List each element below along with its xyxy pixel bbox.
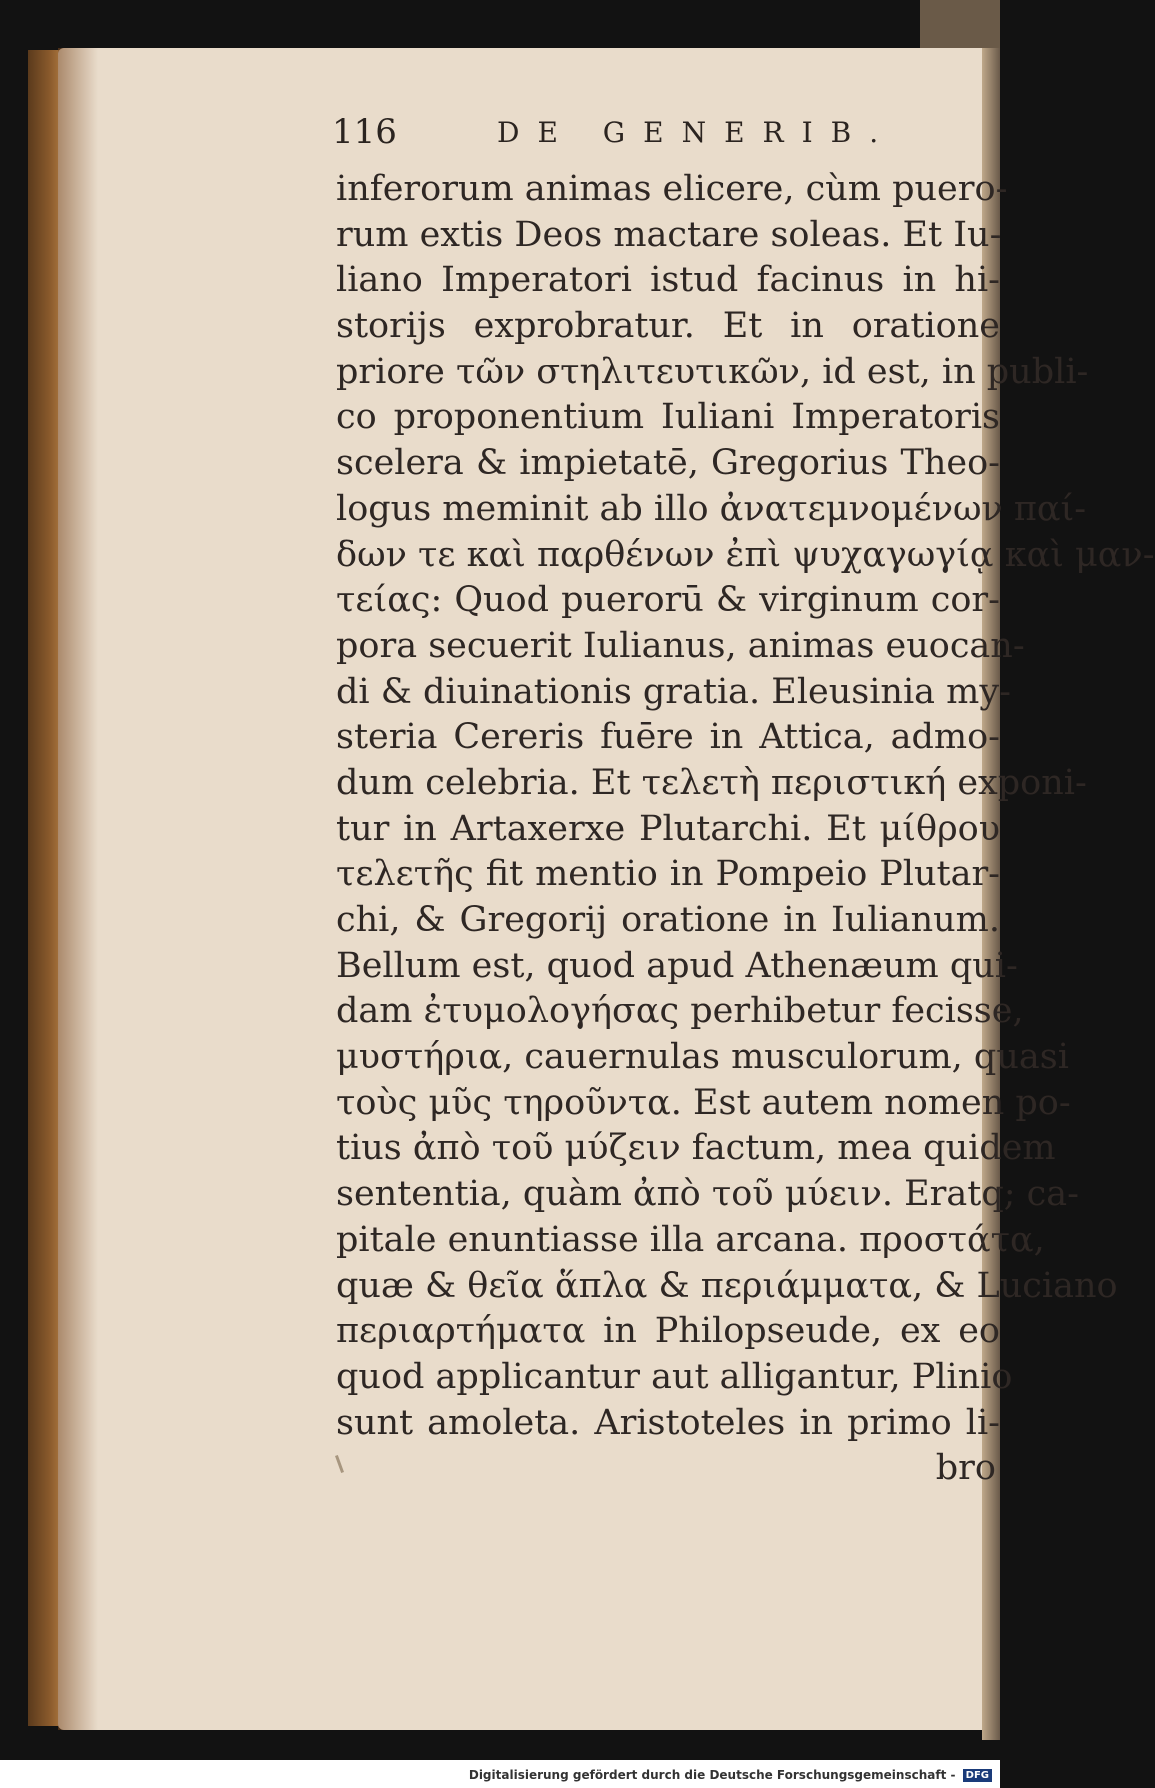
text-line: sunt amoleta. Aristoteles in primo li-: [336, 1402, 1000, 1443]
text-line: pitale enuntiasse illa arcana. προστάτα,: [336, 1219, 1045, 1260]
text-line: logus meminit ab illo ἀνατεμνομένων παί-: [336, 488, 1087, 529]
body-text: [336, 167, 1155, 1492]
page-corner: [920, 0, 1000, 48]
text-line: τείας: Quod puerorū & virginum cor-: [336, 580, 1000, 621]
text-line: liano Imperatori istud facinus in hi-: [336, 260, 1000, 301]
text-line: quæ & θεῖα ἅπλα & περιάμματα, & Luciano: [336, 1265, 1118, 1306]
credit-text: Digitalisierung gefördert durch die Deutsche Forschungsgemeinschaft -: [468, 1768, 956, 1782]
text-line: sententia, quàm ἀπὸ τοῦ μύειν. Eratq; ca-: [336, 1174, 1079, 1215]
text-line: μυστήρια, cauernulas musculorum, quasi: [336, 1037, 1069, 1078]
text-line-catchword: bro: [935, 1448, 996, 1489]
text-line: di & diuinationis gratia. Eleusinia my-: [336, 671, 1011, 712]
text-line: inferorum animas elicere, cùm puero-: [336, 169, 1008, 209]
text-line: chi, & Gregorij oratione in Iulianum.: [336, 900, 1000, 940]
text-line: δων τε καὶ παρθένων ἐπὶ ψυχαγωγίᾳ καὶ μαν-: [336, 534, 1155, 575]
text-line: dum celebria. Et τελετὴ περιστική exponi-: [336, 762, 1087, 803]
digitization-credit: [469, 1768, 992, 1782]
text-line: περιαρτήματα in Philopseude, ex eo: [336, 1311, 1000, 1352]
text-line: storijs exprobratur. Et in oratione: [336, 306, 1000, 347]
running-head: DE GENERIB.: [497, 116, 897, 149]
page-number: 116: [332, 112, 397, 152]
footer-band: [0, 1760, 1000, 1788]
text-line: τοὺς μῦς τηροῦντα. Est autem nomen po-: [336, 1082, 1071, 1123]
text-line: priore τῶν στηλιτευτικῶν, id est, in publi-: [336, 351, 1089, 392]
text-line: rum extis Deos mactare soleas. Et Iu-: [336, 214, 1002, 255]
text-line: tius ἀπὸ τοῦ μύζειν factum, mea quidem: [336, 1128, 1056, 1169]
text-line: dam ἐτυμολογήσας perhibetur fecisse,: [336, 991, 1024, 1032]
dfg-logo: DFG: [963, 1769, 992, 1782]
text-line: steria Cereris fuēre in Attica, admo-: [336, 717, 1000, 758]
page-header: [332, 112, 972, 162]
text-line: tur in Artaxerxe Plutarchi. Et μίθρου: [336, 808, 1000, 849]
text-line: quod applicantur aut alligantur, Plinio: [336, 1356, 1013, 1397]
text-line: pora secuerit Iulianus, animas euocan-: [336, 625, 1025, 666]
text-line: co proponentium Iuliani Imperatoris: [336, 397, 1000, 438]
text-line: Bellum est, quod apud Athenæum qui-: [336, 945, 1018, 986]
gutter-shadow: [58, 48, 98, 1730]
text-line: τελετῆς fit mentio in Pompeio Plutar-: [336, 854, 1000, 895]
text-line: scelera & impietatē, Gregorius Theo-: [336, 443, 1000, 484]
